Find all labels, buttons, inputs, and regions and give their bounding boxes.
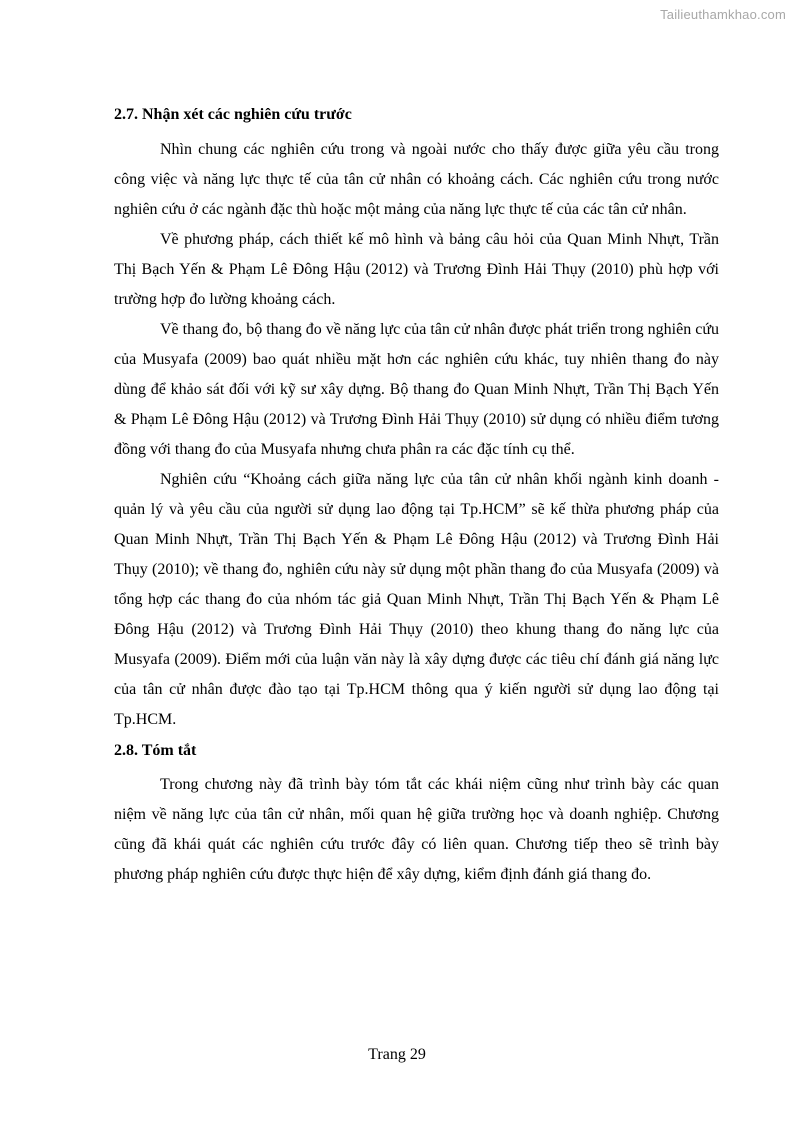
paragraph: Nghiên cứu “Khoảng cách giữa năng lực của tân cử nhân khối ngành kinh doanh - quản lý và yêu cầu của người sử dụng lao động tại Tp.HCM” sẽ kế thừa phương pháp của Quan Minh Nhựt, Trần Thị Bạch Yến & Phạm Lê Đông Hậu (2012) và Trương Đình Hải Thụy (2010); về thang đo, nghiên cứu này sử dụng một phần thang đo của Musyafa (2009) và tổng hợp các thang đo của nhóm tác giả Quan Minh Nhựt, Trần Thị Bạch Yến & Phạm Lê Đông Hậu (2012) và Trương Đình Hải Thụy (2010) theo khung thang đo năng lực của Musyafa (2009). Điểm mới của luận văn này là xây dựng được các tiêu chí đánh giá năng lực của tân cử nhân được đào tạo tại Tp.HCM thông qua ý kiến người sử dụng lao động tại Tp.HCM. (114, 471, 719, 728)
section-heading-2-7: 2.7. Nhận xét các nghiên cứu trước (114, 106, 352, 123)
page-content (114, 100, 719, 890)
paragraph: Nhìn chung các nghiên cứu trong và ngoài nước cho thấy được giữa yêu cầu trong công việc và năng lực thực tế của tân cử nhân có khoảng cách. Các nghiên cứu trong nước nghiên cứu ở các ngành đặc thù hoặc một mảng của năng lực thực tế của các tân cử nhân. (114, 141, 719, 218)
section-heading-2-8: 2.8. Tóm tắt (114, 742, 197, 759)
watermark: Tailieuthamkhao.com (660, 7, 786, 22)
paragraph: Về thang đo, bộ thang đo về năng lực của tân cử nhân được phát triển trong nghiên cứu của Musyafa (2009) bao quát nhiều mặt hơn các nghiên cứu khác, tuy nhiên thang đo này dùng để khảo sát đối với kỹ sư xây dựng. Bộ thang đo Quan Minh Nhựt, Trần Thị Bạch Yến & Phạm Lê Đông Hậu (2012) và Trương Đình Hải Thụy (2010) sử dụng có nhiều điểm tương đồng với thang đo của Musyafa nhưng chưa phân ra các đặc tính cụ thể. (114, 321, 719, 458)
paragraph: Về phương pháp, cách thiết kế mô hình và bảng câu hỏi của Quan Minh Nhựt, Trần Thị Bạch Yến & Phạm Lê Đông Hậu (2012) và Trương Đình Hải Thụy (2010) phù hợp với trường hợp đo lường khoảng cách. (114, 231, 719, 308)
page-number: Trang 29 (368, 1046, 426, 1063)
paragraph: Trong chương này đã trình bày tóm tắt các khái niệm cũng như trình bày các quan niệm về năng lực của tân cử nhân, mối quan hệ giữa trường học và doanh nghiệp. Chương cũng đã khái quát các nghiên cứu trước đây có liên quan. Chương tiếp theo sẽ trình bày phương pháp nghiên cứu được thực hiện để xây dựng, kiểm định đánh giá thang đo. (114, 776, 719, 883)
